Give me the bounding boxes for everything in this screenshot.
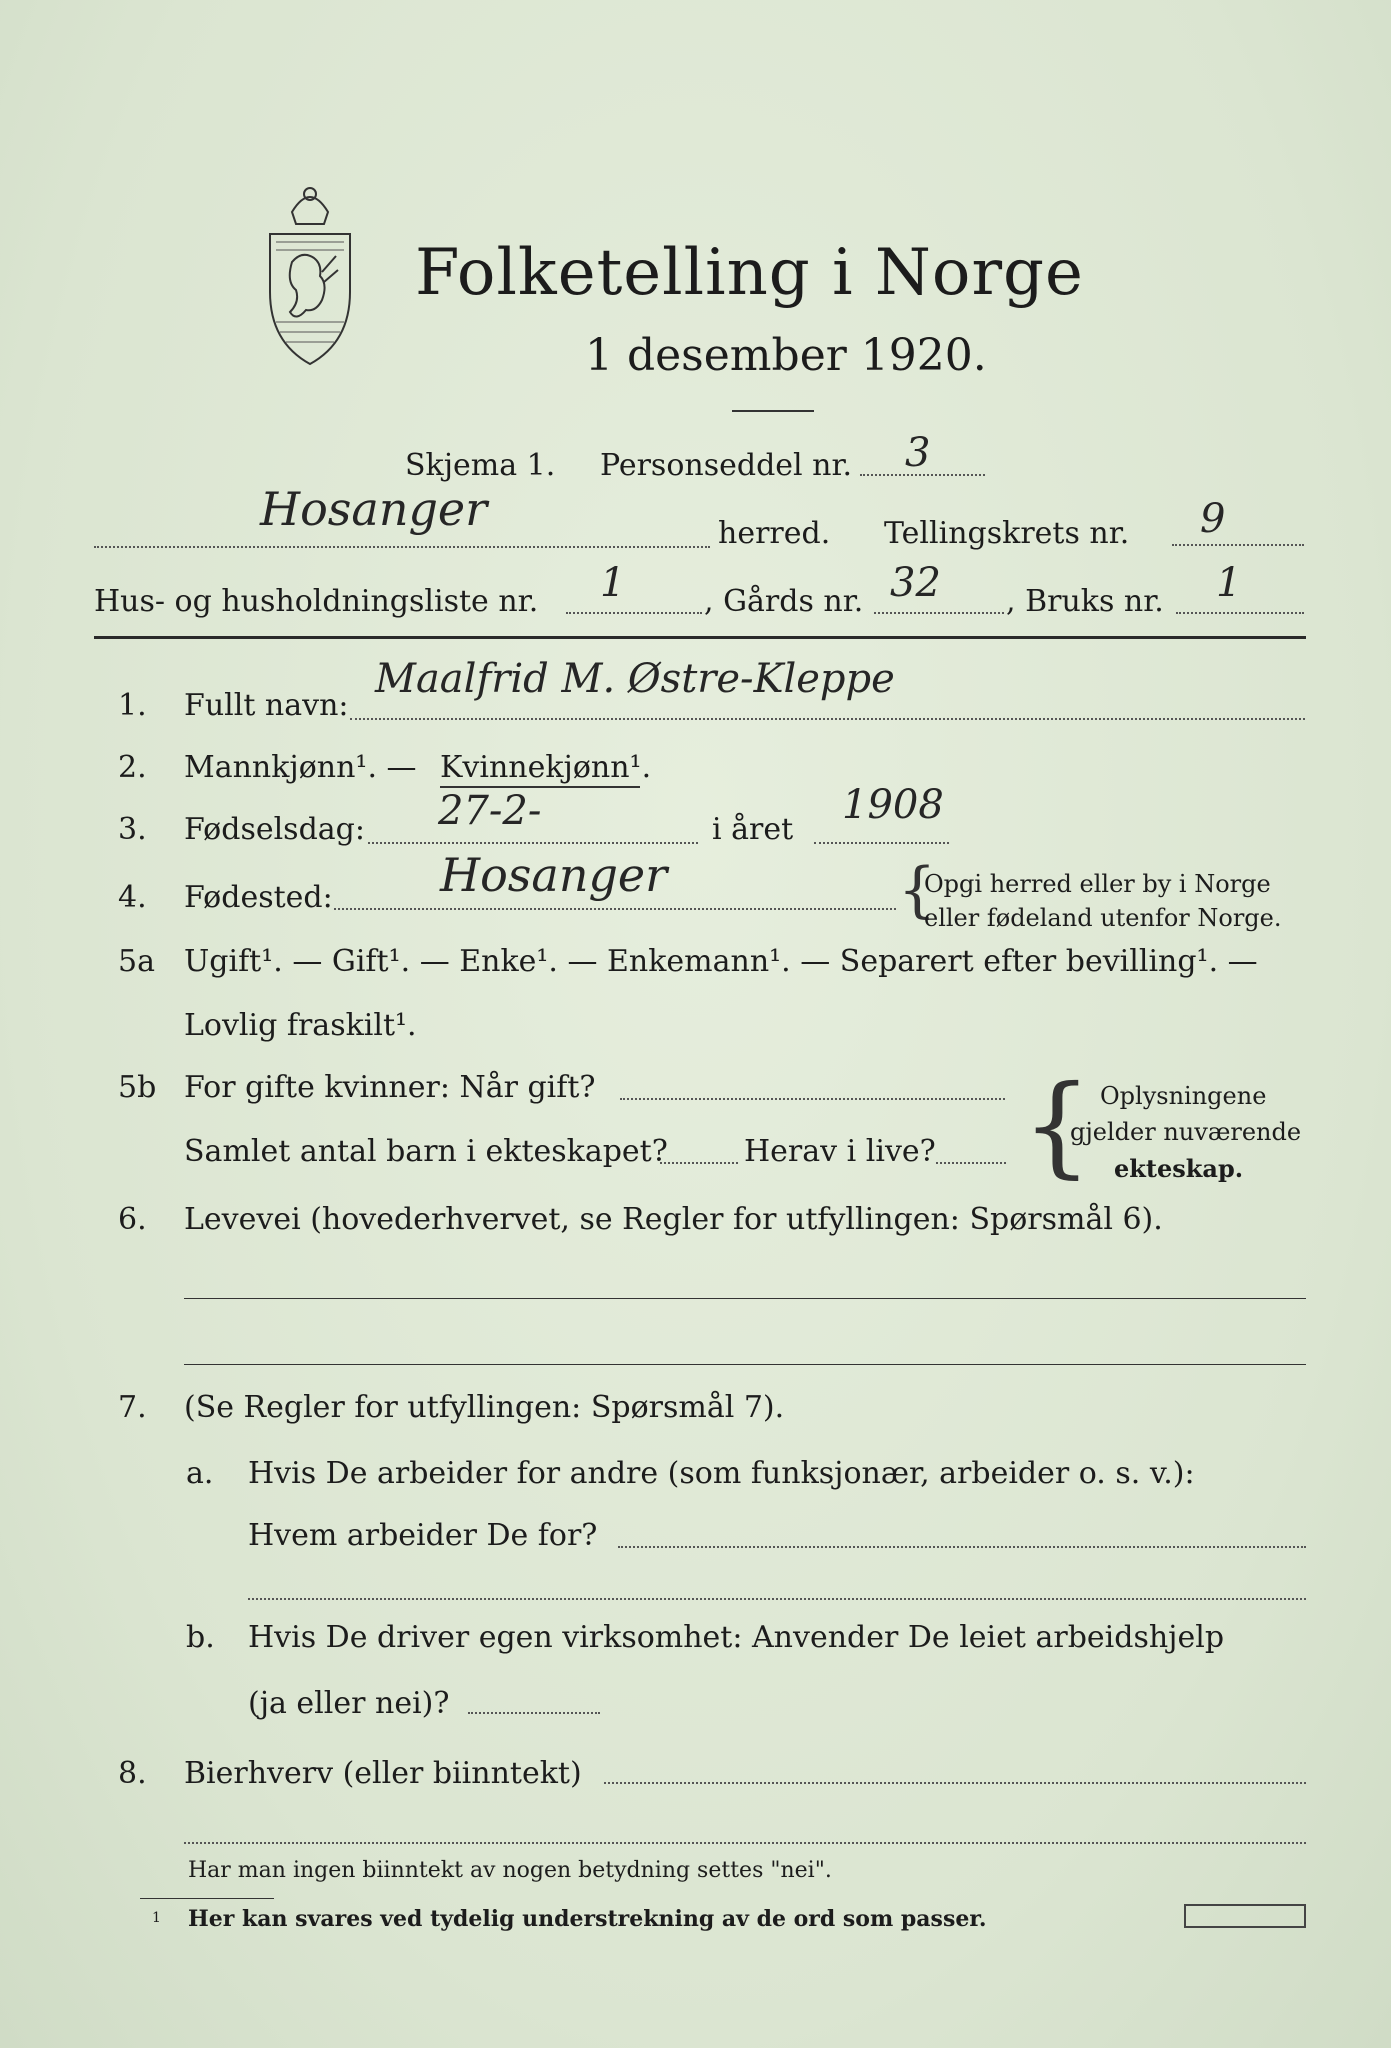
q5a-number: 5a: [118, 944, 155, 979]
q8-number: 8.: [118, 1756, 147, 1791]
occupation-line1[interactable]: [184, 1298, 1306, 1299]
q5b-number: 5b: [118, 1070, 157, 1105]
q5b-note-line2: gjelder nuværende: [1070, 1118, 1302, 1146]
q4-note-line2: eller fødeland utenfor Norge.: [924, 904, 1282, 932]
birth-year-value[interactable]: 1908: [842, 782, 944, 828]
q4-label: Fødested:: [184, 880, 333, 915]
footnote-number: 1: [152, 1910, 161, 1926]
occupation-line2[interactable]: [184, 1364, 1306, 1365]
gards-value[interactable]: 32: [890, 560, 941, 606]
q5b-note-line1: Oplysningene: [1100, 1082, 1267, 1110]
no-income-note: Har man ingen biinntekt av nogen betydning settes "nei".: [188, 1858, 832, 1883]
printer-stamp: [1184, 1904, 1306, 1928]
q7-label: (Se Regler for utfyllingen: Spørsmål 7).: [184, 1390, 785, 1425]
q1-label: Fullt navn:: [184, 688, 349, 723]
year-label: i året: [712, 812, 794, 847]
personseddel-label: Personseddel nr.: [600, 448, 853, 483]
q2-female-option[interactable]: Kvinnekjønn¹.: [440, 750, 652, 785]
marital-status-options[interactable]: Ugift¹. — Gift¹. — Enke¹. — Enkemann¹. — Separert efter bevilling¹. —: [184, 944, 1258, 979]
q7b-letter: b.: [186, 1620, 215, 1655]
herred-value[interactable]: Hosanger: [260, 482, 488, 536]
hus-value[interactable]: 1: [600, 560, 626, 606]
birthplace-value[interactable]: Hosanger: [440, 848, 668, 902]
census-form-page: Folketelling i Norge 1 desember 1920. Skjema 1. Personseddel nr. 3 Hosanger herred. Tellingskrets nr. 9 Hus- og husholdningsliste nr. 1 , Gårds nr. 32 , Bruks nr. 1 1. Fullt navn: Maalfrid M. Østre-Kleppe 2. Mannkjønn¹. — Kvinnekjønn¹. 3. Fødselsdag: 27-2- i året 1908 4. Fødested: Hosanger { Opgi herred eller by i Norge eller fødeland utenfor Norge. 5a Ugift¹. — Gift¹. — Enke¹. — Enkemann¹. — Separert efter bevilling¹. — Lovlig fraskilt¹. 5b For gifte kvinner: Når gift? Samlet antal barn i ekteskapet? Herav i live? { Oplysningene gjelder nuværende ekteskap. 6. Levevei (hovederhvervet, se Regler for utfyllingen: Spørsmål 6). 7. (Se Regler for utfyllingen: Spørsmål 7). a. Hvis De arbeider for andre (som funksjonær, arbeider o. s. v.): Hvem arbeider De for? b. Hvis De driver egen virksomhet: Anvender De leiet arbeidshjelp (ja eller nei)? 8. Bierhverv (eller biinntekt) Har man ingen biinntekt av nogen betydning settes "nei". 1 Her kan svares ved tydelig understrekning av de ord som passer.: [0, 0, 1391, 2048]
married-when-label: For gifte kvinner: Når gift?: [184, 1070, 596, 1105]
q7a-letter: a.: [186, 1456, 214, 1491]
full-name-value[interactable]: Maalfrid M. Østre-Kleppe: [375, 656, 895, 702]
bruks-label: , Bruks nr.: [1006, 584, 1164, 619]
q4-note-line1: Opgi herred eller by i Norge: [924, 870, 1271, 898]
children-total-field[interactable]: [660, 1162, 738, 1164]
q7b-line1: Hvis De driver egen virksomhet: Anvender De leiet arbeidshjelp: [248, 1620, 1225, 1655]
children-alive-field[interactable]: [936, 1162, 1006, 1164]
q1-number: 1.: [118, 688, 147, 723]
q5b-note-line3: ekteskap.: [1114, 1154, 1244, 1183]
census-date: 1 desember 1920.: [585, 330, 987, 381]
schema-label: Skjema 1.: [405, 448, 556, 483]
q3-label: Fødselsdag:: [184, 812, 365, 847]
footnote-text: Her kan svares ved tydelig understrekning av de ord som passer.: [188, 1906, 987, 1932]
form-title: Folketelling i Norge: [415, 236, 1084, 310]
married-when-field[interactable]: [620, 1098, 1005, 1100]
bruks-value[interactable]: 1: [1216, 560, 1242, 606]
herred-label: herred.: [718, 516, 831, 551]
hired-help-field[interactable]: [468, 1712, 600, 1714]
norway-coat-of-arms-icon: [262, 172, 358, 368]
birthdate-value[interactable]: 27-2-: [438, 788, 542, 834]
q6-number: 6.: [118, 1202, 147, 1237]
personseddel-value[interactable]: 3: [905, 430, 931, 476]
divorced-option[interactable]: Lovlig fraskilt¹.: [184, 1008, 417, 1043]
children-alive-label: Herav i live?: [744, 1134, 936, 1169]
side-income-field-line2[interactable]: [184, 1842, 1306, 1844]
q2-male-option[interactable]: Mannkjønn¹. —: [184, 750, 417, 785]
q3-number: 3.: [118, 812, 147, 847]
side-income-field[interactable]: [604, 1782, 1306, 1784]
q7a-line1: Hvis De arbeider for andre (som funksjonær, arbeider o. s. v.):: [248, 1456, 1195, 1491]
hired-help-label: (ja eller nei)?: [248, 1686, 450, 1721]
employer-field[interactable]: [618, 1546, 1306, 1548]
hus-label: Hus- og husholdningsliste nr.: [94, 584, 539, 619]
q7-number: 7.: [118, 1390, 147, 1425]
q6-label: Levevei (hovederhvervet, se Regler for utfyllingen: Spørsmål 6).: [184, 1202, 1163, 1237]
employer-label: Hvem arbeider De for?: [248, 1518, 598, 1553]
section-divider: [94, 636, 1306, 639]
footnote-separator: [140, 1898, 274, 1899]
q2-number: 2.: [118, 750, 147, 785]
employer-field-line2[interactable]: [248, 1598, 1306, 1600]
gards-label: , Gårds nr.: [704, 584, 864, 619]
children-total-label: Samlet antal barn i ekteskapet?: [184, 1134, 668, 1169]
tellingskrets-label: Tellingskrets nr.: [884, 516, 1130, 551]
title-underline: [732, 410, 814, 412]
q8-label: Bierhverv (eller biinntekt): [184, 1756, 582, 1791]
tellingskrets-value[interactable]: 9: [1200, 496, 1226, 542]
q4-number: 4.: [118, 880, 147, 915]
